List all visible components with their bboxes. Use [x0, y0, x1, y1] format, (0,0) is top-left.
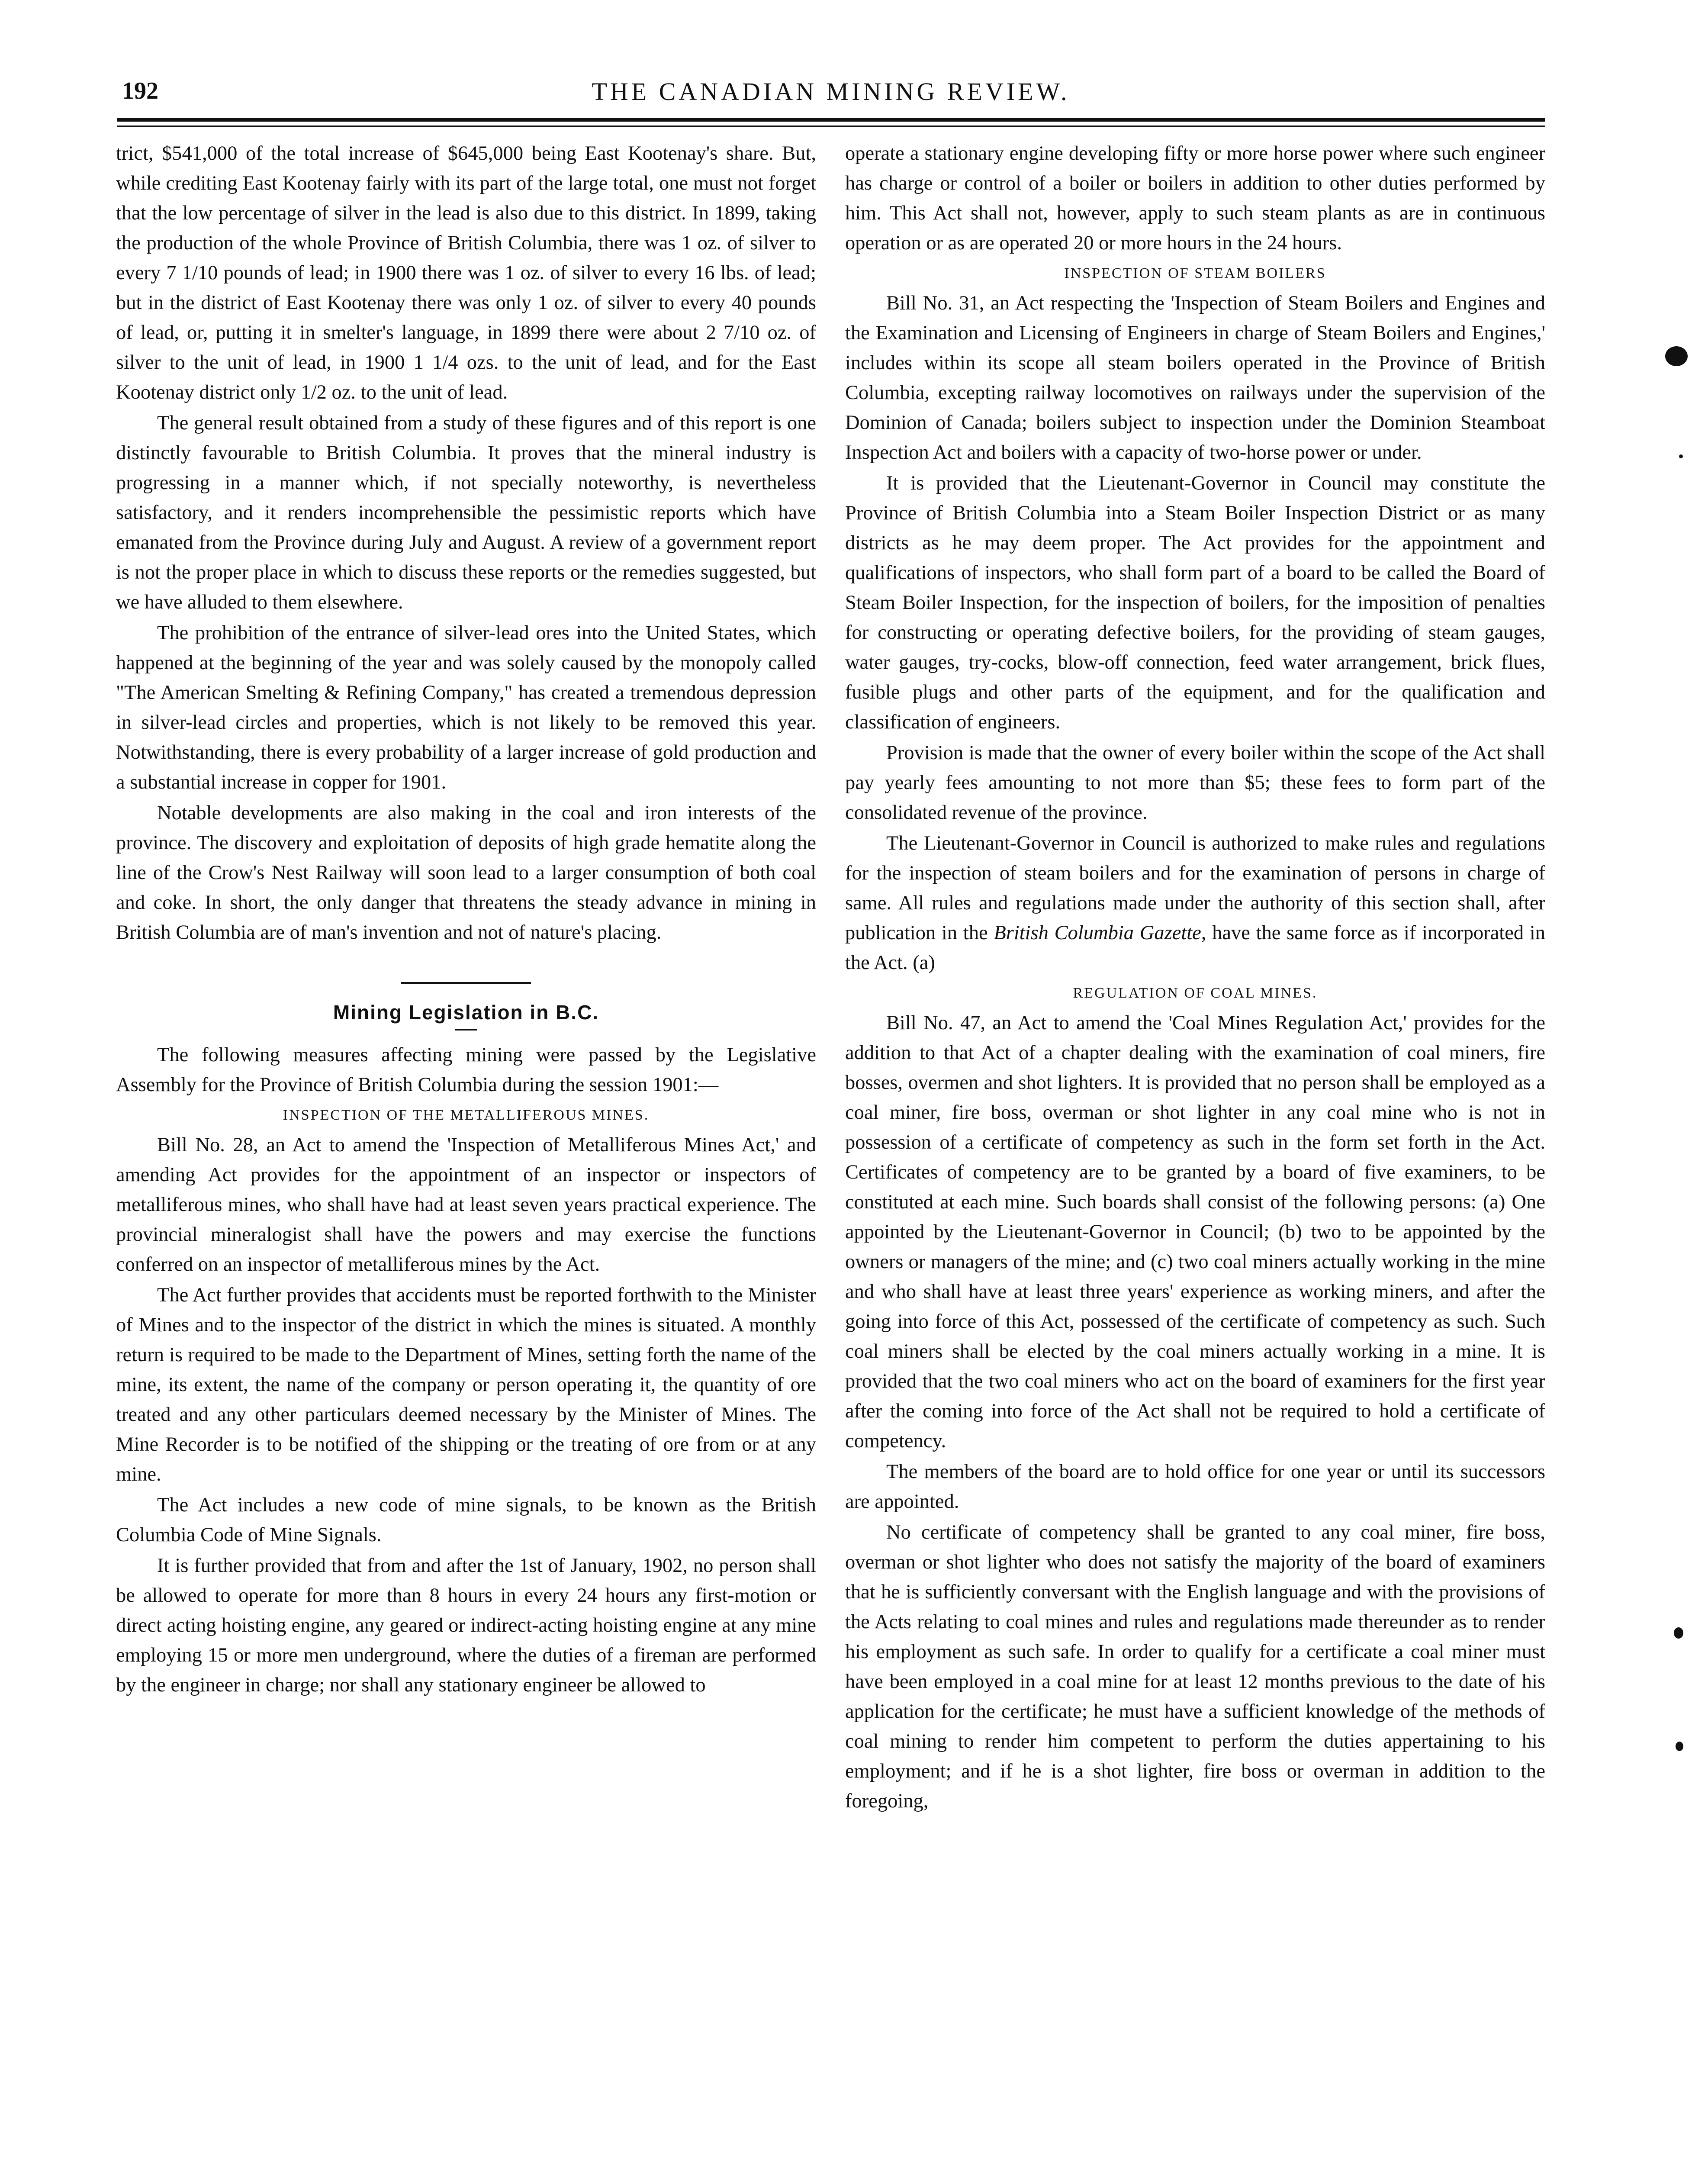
paragraph: operate a stationary engine developing fifty or more horse power where such engineer has charge or control of a boiler or boilers in addition to other duties performed by him. This Act shall not, however, apply to such steam plants as are in continuous operation or as are operated 20 or more hours in the 24 hours. [845, 142, 1545, 254]
margin-ink-dot [1679, 454, 1683, 458]
right-column [845, 138, 1545, 1816]
gazette-text-before: The Lieutenant-Governor in Council is authorized to make rules and regulations for the inspection of steam boilers and for the examination of persons in charge of same. All rules and regulations made under the authority of this section shall, after publication in the [845, 832, 1545, 944]
paragraph: The Act further provides that accidents must be reported forthwith to the Minister of Mines and to the inspector of the district in which the mines is situated. A monthly return is required to be made to the Department of Mines, setting forth the name of the mine, its extent, the name of the company or person operating it, the quantity of ore treated and any other particulars deemed necessary by the Minister of Mines. The Mine Recorder is to be notified of the shipping or the treating of ore from or at any mine. [116, 1284, 816, 1485]
subhead-steam-boilers: INSPECTION OF STEAM BOILERS [1064, 265, 1326, 281]
page-number: 192 [122, 77, 158, 104]
paragraph: Provision is made that the owner of every boiler within the scope of the Act shall pay yearly fees amounting to not more than $5; these fees to form part of the consolidated revenue of the province. [845, 742, 1545, 824]
paragraph: It is provided that the Lieutenant-Governor in Council may constitute the Province of British Columbia into a Steam Boiler Inspection District or as many districts as he may deem proper. The Act provides for the appointment and qualifications of inspectors, who shall form part of a board to be called the Board of Steam Boiler Inspection, for the inspection of boilers, for the imposition of penalties for constructing or operating defective boilers, for the providing of steam gauges, water gauges, try-cocks, blow-off connection, feed water arrangement, brick flues, fusible plugs and other parts of the equipment, and for the qualification and classification of engineers. [845, 472, 1545, 733]
running-head: THE CANADIAN MINING REVIEW. [592, 77, 1070, 106]
title-underline [455, 1029, 477, 1030]
paragraph: Notable developments are also making in the coal and iron interests of the province. The discovery and exploitation of deposits of high grade hematite along the line of the Crow's Nest Railway will soon lead to a larger consumption of both coal and coke. In short, the only danger that threatens the steady advance in mining in British Columbia are of man's invention and not of nature's placing. [116, 802, 816, 944]
paragraph [845, 828, 1545, 978]
gazette-title: British Columbia Gazette [994, 922, 1201, 944]
paragraph: The Act includes a new code of mine signals, to be known as the British Columbia Code of Mine Signals. [116, 1494, 816, 1546]
paragraph: The members of the board are to hold office for one year or until its successors are appointed. [845, 1461, 1545, 1513]
paragraph: The general result obtained from a study of these figures and of this report is one distinctly favourable to British Columbia. It proves that the mineral industry is progressing in a manner which, if not specially noteworthy, is nevertheless satisfactory, and it renders incomprehensible the pessimistic reports which have emanated from the Province during July and August. A review of a government report is not the proper place in which to discuss these reports or the remedies suggested, but we have alluded to them elsewhere. [116, 412, 816, 613]
left-column [116, 138, 816, 1700]
header-rule-thin [117, 126, 1545, 127]
page-header [117, 77, 1545, 112]
section-divider [401, 982, 531, 984]
gazette-text-after: , have the same force as if incorporated in the Act. (a) [845, 922, 1545, 974]
margin-ink-mark [1676, 1742, 1683, 1751]
margin-ink-mark [1674, 1627, 1683, 1639]
paragraph: It is further provided that from and after the 1st of January, 1902, no person shall be allowed to operate for more than 8 hours in every 24 hours any first-motion or direct acting hoisting engine, any geared or indirect-acting hoisting engine at any mine employing 15 or more men underground, where the duties of a fireman are performed by the engineer in charge; nor shall any stationary engineer be allowed to [116, 1555, 816, 1696]
subhead-metalliferous: INSPECTION OF THE METALLIFEROUS MINES. [283, 1107, 650, 1123]
paragraph: The prohibition of the entrance of silver-lead ores into the United States, which happened at the beginning of the year and was solely caused by the monopoly called "The American Smelting & Refining Company," has created a tremendous depression in silver-lead circles and properties, which is not likely to be removed this year. Notwithstanding, there is every probability of a larger increase of gold production and a substantial increase in copper for 1901. [116, 622, 816, 793]
paragraph: Bill No. 28, an Act to amend the 'Inspection of Metalliferous Mines Act,' and amending Act provides for the appointment of an inspector or inspectors of metalliferous mines, who shall have had at least seven years practical experience. The provincial mineralogist shall have the powers and may exercise the functions conferred on an inspector of metalliferous mines by the Act. [116, 1134, 816, 1275]
section-title: Mining Legislation in B.C. [333, 1001, 599, 1024]
subhead-coal-mines: REGULATION OF COAL MINES. [1073, 985, 1318, 1001]
paragraph: No certificate of competency shall be granted to any coal miner, fire boss, overman or shot lighter who does not satisfy the majority of the board of examiners that he is sufficiently conversant with the English language and with the provisions of the Acts relating to coal mines and rules and regulations made thereunder as to render his employment as such safe. In order to qualify for a certificate a coal miner must have been employed in a coal mine for at least 12 months previous to the date of his application for the certificate; he must have a sufficient knowledge of the methods of coal mining to render him competent to perform the duties appertaining to his employment; and if he is a shot lighter, fire boss or overman in addition to the foregoing, [845, 1521, 1545, 1812]
paragraph: Bill No. 47, an Act to amend the 'Coal Mines Regulation Act,' provides for the addition to that Act of a chapter dealing with the examination of coal miners, fire bosses, overmen and shot lighters. It is provided that no person shall be employed as a coal miner, fire boss, overman or shot lighter in any coal mine who is not in possession of a certificate of competency as such in the form set forth in the Act. Certificates of competency are to be granted by a board of five examiners, to be constituted at each mine. Such boards shall consist of the following persons: (a) One appointed by the Lieutenant-Governor in Council; (b) two to be appointed by the owners or managers of the mine; and (c) two coal miners actually working in the mine and who shall have at least three years' experience as working miners, and after the going into force of this Act, possessed of the certificate of competency as such. Such coal miners shall be elected by the coal miners actually working in a mine. It is provided that the two coal miners who act on the board of examiners for the first year after the coming into force of the Act shall not be required to hold a certificate of competency. [845, 1012, 1545, 1452]
paragraph: trict, $541,000 of the total increase of $645,000 being East Kootenay's share. But, while crediting East Kootenay fairly with its part of the large total, one must not forget that the low percentage of silver in the lead is also due to this district. In 1899, taking the production of the whole Province of British Columbia, there was 1 oz. of silver to every 7 1/10 pounds of lead; in 1900 there was 1 oz. of silver to every 16 lbs. of lead; but in the district of East Kootenay there was only 1 oz. of silver to every 40 pounds of lead, or, putting it in smelter's language, in 1899 there were about 2 7/10 oz. of silver to the unit of lead, in 1900 1 1/4 ozs. to the unit of lead, and for the East Kootenay district only 1/2 oz. to the unit of lead. [116, 142, 816, 403]
header-rule-thick [117, 118, 1545, 122]
paragraph: The following measures affecting mining were passed by the Legislative Assembly for the Province of British Columbia during the session 1901:— [116, 1044, 816, 1096]
margin-ink-blot [1665, 346, 1688, 366]
paragraph: Bill No. 31, an Act respecting the 'Inspection of Steam Boilers and Engines and the Examination and Licensing of Engineers in charge of Steam Boilers and Engines,' includes within its scope all steam boilers operated in the Province of British Columbia, excepting railway locomotives on railways under the supervision of the Dominion of Canada; boilers subject to inspection under the Dominion Steamboat Inspection Act and boilers with a capacity of two-horse power or under. [845, 292, 1545, 464]
